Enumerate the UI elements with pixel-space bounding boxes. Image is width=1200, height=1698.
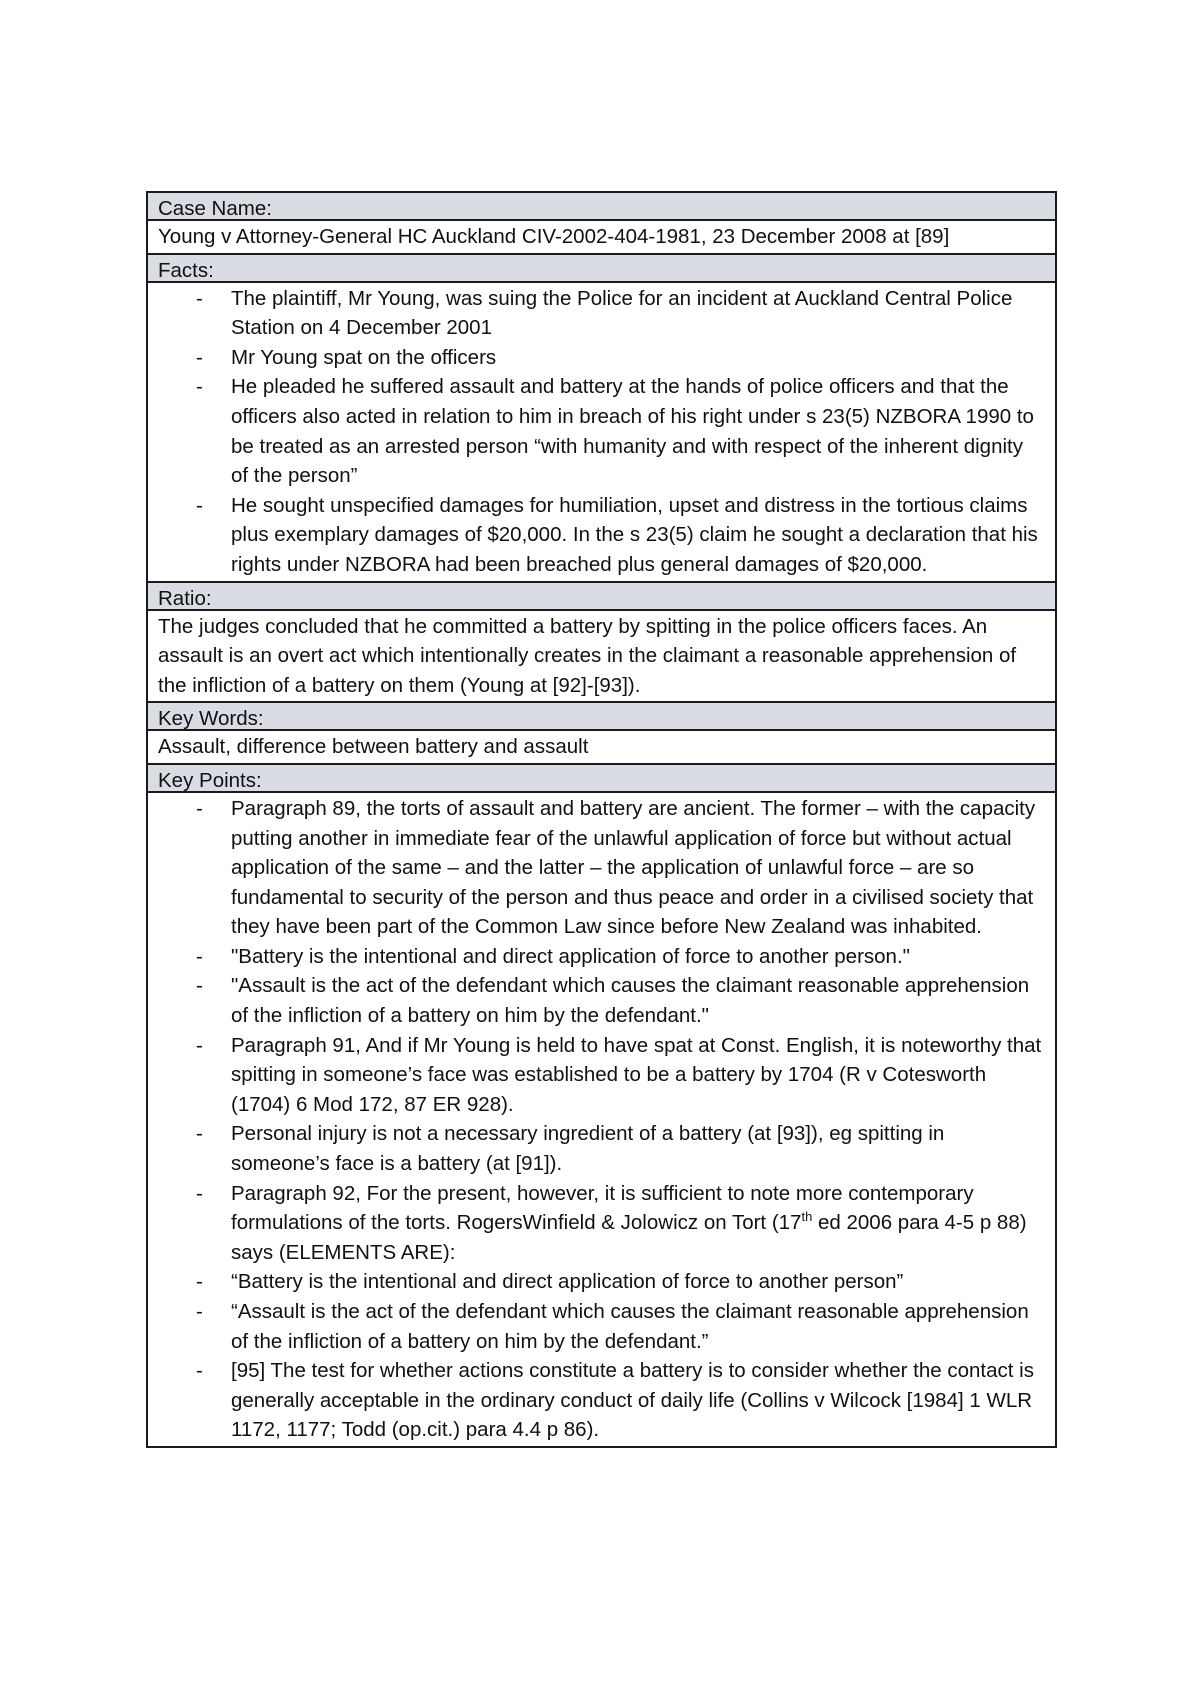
- key-points-list: [158, 794, 1045, 1445]
- facts-cell: [148, 283, 1055, 583]
- facts-item: - He pleaded he suffered assault and battery at the hands of police officers and that the officers also acted in relation to him in breach of his right under s 23(5) NZBORA 1990 to be treated as an arrested person “with humanity and with respect of the inherent dignity of the person”: [158, 372, 1045, 490]
- key-point-item: - Personal injury is not a necessary ingredient of a battery (at [93]), eg spitting in someone’s face is a battery (at [91]).: [158, 1119, 1045, 1178]
- paragraph-92-text-end: ed 2006 para 4-5 p 88) says (ELEMENTS ARE):: [231, 1211, 1027, 1264]
- key-point-item: - [95] The test for whether actions constitute a battery is to consider whether the contact is generally acceptable in the ordinary conduct of daily life (Collins v Wilcock [1984] 1 WLR 1172, 1177; Todd (op.cit.) para 4.4 p 86).: [158, 1356, 1045, 1445]
- case-name-value: Young v Attorney-General HC Auckland CIV-2002-404-1981, 23 December 2008 at [89]: [148, 221, 1055, 255]
- ratio-header: Ratio:: [148, 583, 1055, 611]
- key-words-value: Assault, difference between battery and assault: [148, 731, 1055, 765]
- facts-list: [158, 284, 1045, 580]
- facts-item: - The plaintiff, Mr Young, was suing the Police for an incident at Auckland Central Police Station on 4 December 2001: [158, 284, 1045, 343]
- key-point-item: - Paragraph 89, the torts of assault and battery are ancient. The former – with the capacity putting another in immediate fear of the unlawful application of force but without actual application of the same – and the latter – the application of unlawful force – are so fundamental to security of the person and thus peace and order in a civilised society that they have been part of the Common Law since before New Zealand was inhabited.: [158, 794, 1045, 942]
- key-points-cell: [148, 793, 1055, 1446]
- facts-item: - Mr Young spat on the officers: [158, 343, 1045, 373]
- key-point-item: - Paragraph 91, And if Mr Young is held to have spat at Const. English, it is noteworthy that spitting in someone’s face was established to be a battery by 1704 (R v Cotesworth (1704) 6 Mod 172, 87 ER 928).: [158, 1031, 1045, 1120]
- ratio-value: The judges concluded that he committed a battery by spitting in the police officers faces. An assault is an overt act which intentionally creates in the claimant a reasonable apprehension of the infliction of a battery on them (Young at [92]-[93]).: [148, 611, 1055, 704]
- paragraph-92-text: Paragraph 92, For the present, however, it is sufficient to note more contemporary formulations of the torts. RogersWinfield & Jolowicz on Tort (17: [231, 1181, 974, 1235]
- case-summary-table: [146, 191, 1057, 1448]
- facts-item: - He sought unspecified damages for humiliation, upset and distress in the tortious claims plus exemplary damages of $20,000. In the s 23(5) claim he sought a declaration that his rights under NZBORA had been breached plus general damages of $20,000.: [158, 491, 1045, 580]
- key-points-header: Key Points:: [148, 765, 1055, 793]
- key-words-header: Key Words:: [148, 703, 1055, 731]
- key-point-item-paragraph-92: [158, 1179, 1045, 1268]
- case-name-header: Case Name:: [148, 193, 1055, 221]
- ordinal-superscript: th: [801, 1209, 813, 1225]
- key-point-item: - “Battery is the intentional and direct application of force to another person”: [158, 1267, 1045, 1297]
- key-point-item: - “Assault is the act of the defendant which causes the claimant reasonable apprehension of the infliction of a battery on him by the defendant.”: [158, 1297, 1045, 1356]
- facts-header: Facts:: [148, 255, 1055, 283]
- key-point-item: - "Battery is the intentional and direct application of force to another person.": [158, 942, 1045, 972]
- key-point-item: - "Assault is the act of the defendant which causes the claimant reasonable apprehension of the infliction of a battery on him by the defendant.": [158, 971, 1045, 1030]
